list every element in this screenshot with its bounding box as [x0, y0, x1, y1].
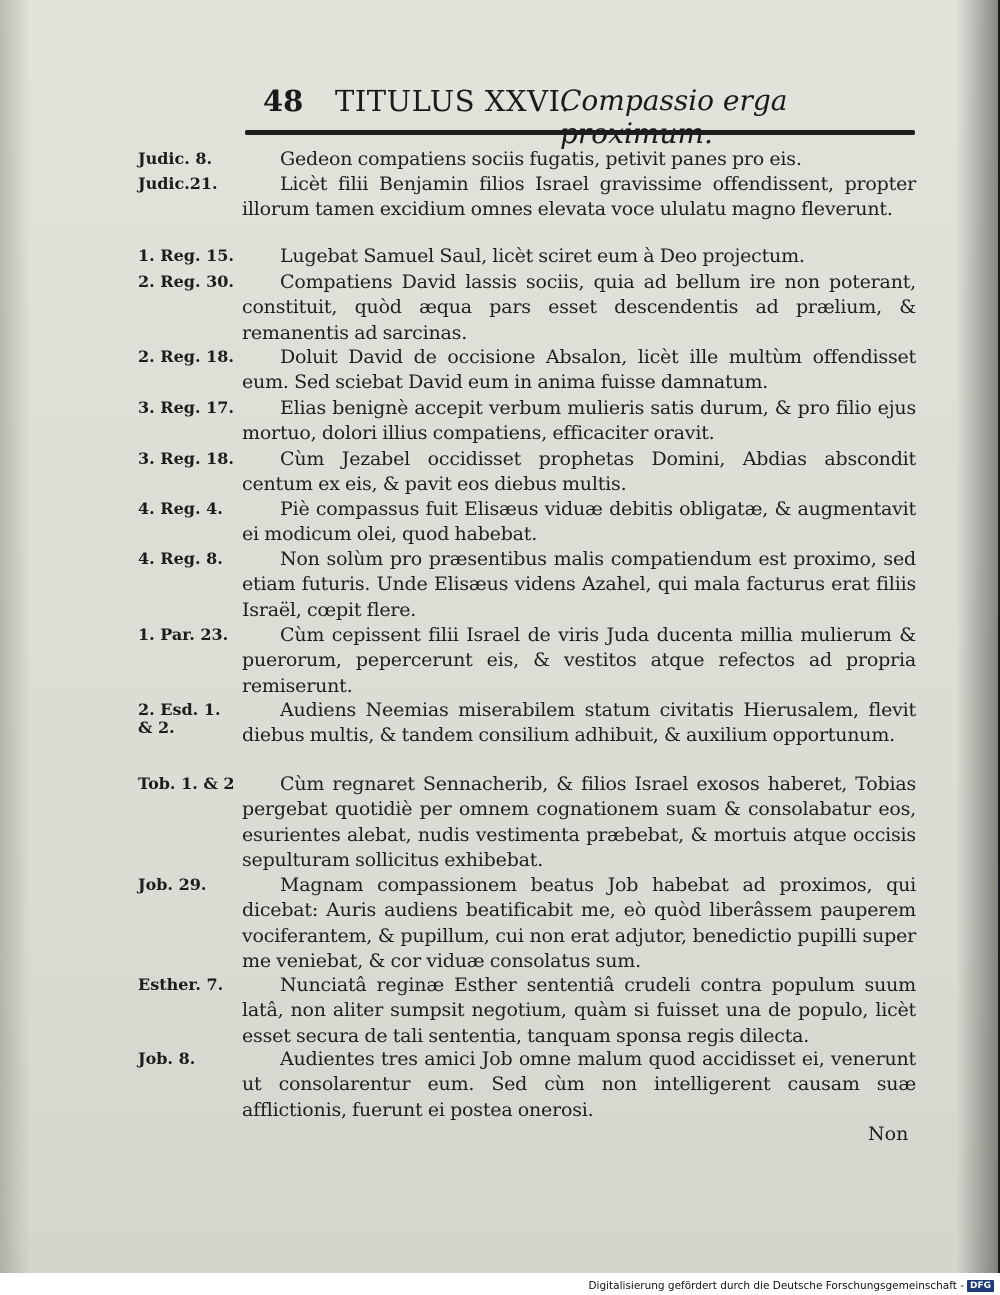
- margin-reference: 2. Reg. 18.: [138, 347, 234, 366]
- page-subtitle: Compassio erga: [560, 84, 788, 117]
- entry-text: Audientes tres amici Job omne malum quod accidisset ei, venerunt ut consolarentur eum. Sed cùm non intelligerent causam suæ afflictionis, fuerunt ei postea onerosi.: [242, 1048, 916, 1121]
- margin-reference: Judic.21.: [138, 174, 218, 193]
- catchword: Non: [868, 1123, 909, 1145]
- page-shadow-right: [956, 0, 998, 1273]
- margin-reference: 4. Reg. 4.: [138, 499, 223, 518]
- header-rule: [245, 130, 915, 135]
- margin-reference: 3. Reg. 17.: [138, 398, 234, 417]
- margin-reference: Job. 8.: [138, 1049, 196, 1068]
- entry-text: Elias benignè accepit verbum mulieris satis durum, & pro filio ejus mortuo, dolori illius compatiens, efficaciter oravit.: [242, 397, 916, 445]
- footer-credit: Digitalisierung gefördert durch die Deutsche Forschungsgemeinschaft -: [588, 1280, 964, 1292]
- margin-reference: 3. Reg. 18.: [138, 449, 234, 468]
- entry-text: Non solùm pro præsentibus malis compatiendum est proximo, sed etiam futuris. Unde Elisæus videns Azahel, qui mala facturus erat filiis Israël, cœpit flere.: [242, 548, 916, 621]
- page-number: 48: [263, 84, 304, 118]
- page-title: TITULUS XXVI.: [335, 84, 571, 118]
- dfg-logo-icon: DFG: [967, 1280, 994, 1292]
- entry-text: Gedeon compatiens sociis fugatis, petivit panes pro eis.: [280, 148, 802, 170]
- entry-text: Licèt filii Benjamin filios Israel gravissime offendissent, propter illorum tamen excidium omnes elevata voce ululatu magno fleverunt.: [242, 173, 916, 221]
- entry-text: Nunciatâ reginæ Esther sententiâ crudeli contra populum suum latâ, non aliter sumpsit negotium, quàm si fuisset una de populo, licèt esset secura de tali sententia, tanquam sponsa regis dilecta.: [242, 974, 916, 1047]
- entry-text: Audiens Neemias miserabilem statum civitatis Hierusalem, flevit diebus multis, & tandem consilium adhibuit, & auxilium opportunum.: [242, 699, 916, 747]
- entry-text: Piè compassus fuit Elisæus viduæ debitis obligatæ, & augmentavit ei modicum olei, quod habebat.: [242, 498, 916, 546]
- margin-reference: 2. Reg. 30.: [138, 272, 234, 291]
- entry-text: Cùm regnaret Sennacherib, & filios Israel exosos haberet, Tobias pergebat quotidiè per omnem cognationem suam & consolabatur eos, esurientes alebat, nudis vestimenta præbebat, & mortuis atque occisis sepulturam sollicitus exhibebat.: [242, 773, 916, 871]
- margin-reference: 4. Reg. 8.: [138, 549, 223, 568]
- margin-reference: 2. Esd. 1. & 2.: [138, 700, 221, 737]
- digitization-footer: [588, 1279, 994, 1293]
- margin-reference: Job. 29.: [138, 875, 207, 894]
- page-shadow-left: [0, 0, 30, 1273]
- margin-reference: 1. Reg. 15.: [138, 246, 234, 265]
- entry-text: Doluit David de occisione Absalon, licèt ille multùm offendisset eum. Sed sciebat David eum in anima fuisse damnatum.: [242, 346, 916, 394]
- margin-reference: Tob. 1. & 2: [138, 774, 235, 793]
- entry-text: Cùm cepissent filii Israel de viris Juda ducenta millia mulierum & puerorum, pepercerunt eis, & vestitos atque refectos ad propria remiserunt.: [242, 624, 916, 697]
- margin-reference: Judic. 8.: [138, 149, 213, 168]
- entry-text: Lugebat Samuel Saul, licèt sciret eum à Deo projectum.: [280, 245, 805, 267]
- margin-reference: Esther. 7.: [138, 975, 224, 994]
- running-header: [255, 84, 915, 124]
- entry-text: Cùm Jezabel occidisset prophetas Domini, Abdias abscondit centum ex eis, & pavit eos diebus multis.: [242, 448, 916, 496]
- entry-text: Compatiens David lassis sociis, quia ad bellum ire non poterant, constituit, quòd æqua pars esset descendentis ad prælium, & remanentis ad sarcinas.: [242, 271, 916, 344]
- entry-text: Magnam compassionem beatus Job habebat ad proximos, qui dicebat: Auris audiens beatificabit me, eò quòd liberâssem pauperem vociferantem, & pupillum, cui non erat adjutor, benedictio pupilli super me veniebat, & cor viduæ consolatus sum.: [242, 874, 916, 972]
- margin-reference: 1. Par. 23.: [138, 625, 229, 644]
